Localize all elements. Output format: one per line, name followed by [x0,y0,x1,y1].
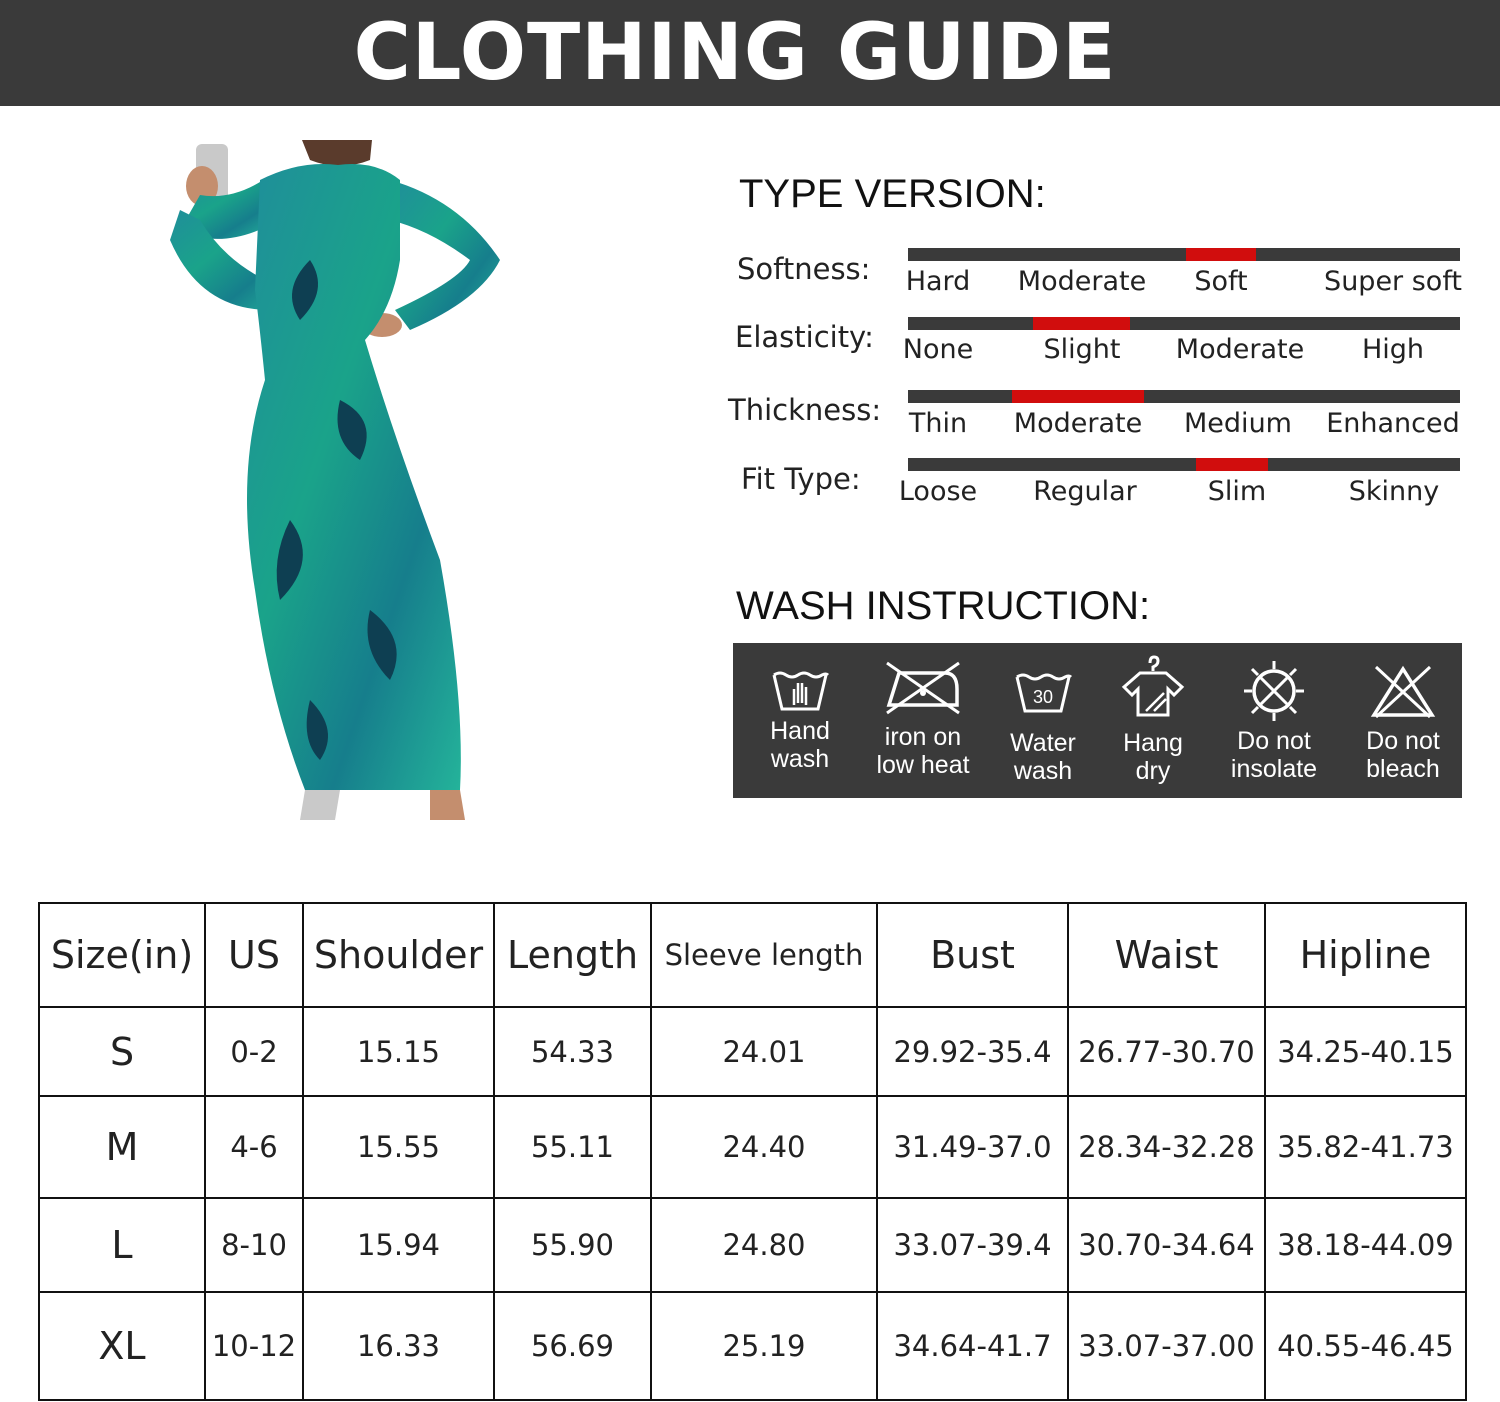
hand-wash-line1: Hand [770,717,830,745]
do-not-insolate-line1: Do not [1237,727,1311,755]
table-row [39,1096,1466,1198]
iron-line2: low heat [876,751,970,779]
do-not-insolate-line2: insolate [1230,755,1318,783]
cell-size: L [39,1198,205,1292]
thickness-option-thin: Thin [908,408,968,439]
elasticity-option-slight: Slight [1043,334,1121,365]
elasticity-selected-marker [1033,317,1130,330]
wash-item-water-wash [983,643,1103,798]
cell-hipline: 35.82-41.73 [1265,1096,1466,1198]
cell-bust: 31.49-37.0 [877,1096,1068,1198]
table-row [39,1007,1466,1096]
cell-hipline: 38.18-44.09 [1265,1198,1466,1292]
fit-type-scale-bar [908,458,1460,471]
model-photo [160,140,560,825]
wash-item-hand-wash [740,643,860,798]
thickness-label: Thickness: [728,393,882,427]
cell-sleeve-length: 24.80 [651,1198,877,1292]
do-not-bleach-line1: Do not [1366,727,1440,755]
header-waist: Waist [1068,903,1265,1007]
water-wash-line2: wash [1013,757,1073,785]
elasticity-label: Elasticity: [735,320,874,354]
softness-option-hard: Hard [905,266,971,297]
wash-item-iron [863,643,983,798]
softness-option-super-soft: Super soft [1324,266,1462,297]
cell-size: XL [39,1292,205,1400]
fit-type-option-loose: Loose [898,476,978,507]
cell-us: 0-2 [205,1007,303,1096]
fit-type-option-regular: Regular [1033,476,1137,507]
header-us: US [205,903,303,1007]
header-bust: Bust [877,903,1068,1007]
cell-waist: 28.34-32.28 [1068,1096,1265,1198]
cell-bust: 34.64-41.7 [877,1292,1068,1400]
cell-sleeve-length: 24.01 [651,1007,877,1096]
thickness-scale-bar [908,390,1460,403]
cell-size: S [39,1007,205,1096]
cell-bust: 29.92-35.4 [877,1007,1068,1096]
header-sleeve-length: Sleeve length [651,903,877,1007]
iron-line1: iron on [884,723,962,751]
cell-size: M [39,1096,205,1198]
thickness-option-moderate: Moderate [1013,408,1143,439]
softness-option-moderate: Moderate [1017,266,1147,297]
header-banner [0,0,1500,106]
cell-us: 8-10 [205,1198,303,1292]
cell-us: 4-6 [205,1096,303,1198]
header-hipline: Hipline [1265,903,1466,1007]
cell-length: 55.11 [494,1096,651,1198]
elasticity-option-high: High [1361,334,1425,365]
size-table-header-row [39,903,1466,1007]
thickness-option-enhanced: Enhanced [1326,408,1460,439]
fit-type-option-slim: Slim [1207,476,1267,507]
hand-wash-icon [770,667,830,713]
cell-us: 10-12 [205,1292,303,1400]
hand-wash-line2: wash [770,745,830,773]
do-not-bleach-line2: bleach [1366,755,1440,783]
fit-type-selected-marker [1196,458,1268,471]
iron-low-heat-icon [883,659,963,715]
elasticity-option-none: None [902,334,974,365]
cell-shoulder: 15.55 [303,1096,494,1198]
fit-type-label: Fit Type: [741,462,861,496]
cell-shoulder: 15.94 [303,1198,494,1292]
water-wash-30-icon [1013,669,1073,715]
wash-instruction-heading: WASH INSTRUCTION: [736,584,1151,628]
elasticity-scale-bar [908,317,1460,330]
type-version-heading: TYPE VERSION: [739,172,1046,216]
cell-bust: 33.07-39.4 [877,1198,1068,1292]
table-row [39,1198,1466,1292]
wash-item-do-not-bleach [1343,643,1463,798]
cell-sleeve-length: 25.19 [651,1292,877,1400]
size-chart-table [38,902,1467,1401]
water-wash-line1: Water [1010,729,1076,757]
page-title: CLOTHING GUIDE [353,8,1117,98]
cell-waist: 33.07-37.00 [1068,1292,1265,1400]
hang-dry-icon [1118,653,1188,717]
cell-sleeve-length: 24.40 [651,1096,877,1198]
softness-option-soft: Soft [1194,266,1248,297]
cell-shoulder: 15.15 [303,1007,494,1096]
header-length: Length [494,903,651,1007]
table-row [39,1292,1466,1400]
elasticity-option-moderate: Moderate [1175,334,1305,365]
cell-shoulder: 16.33 [303,1292,494,1400]
thickness-selected-marker [1012,390,1144,403]
cell-hipline: 40.55-46.45 [1265,1292,1466,1400]
wash-instruction-panel [733,643,1462,798]
thickness-option-medium: Medium [1184,408,1292,439]
header-size: Size(in) [39,903,205,1007]
wash-item-hang-dry [1093,643,1213,798]
svg-text:30: 30 [1032,687,1054,707]
hang-dry-line1: Hang [1123,729,1183,757]
hang-dry-line2: dry [1135,757,1171,785]
header-shoulder: Shoulder [303,903,494,1007]
cell-length: 54.33 [494,1007,651,1096]
cell-waist: 30.70-34.64 [1068,1198,1265,1292]
do-not-bleach-icon [1370,663,1436,719]
cell-waist: 26.77-30.70 [1068,1007,1265,1096]
softness-label: Softness: [737,252,871,286]
wash-item-do-not-insolate [1214,643,1334,798]
cell-length: 55.90 [494,1198,651,1292]
do-not-insolate-icon [1242,659,1306,723]
fit-type-option-skinny: Skinny [1348,476,1440,507]
softness-selected-marker [1186,248,1256,261]
softness-scale-bar [908,248,1460,261]
cell-length: 56.69 [494,1292,651,1400]
cell-hipline: 34.25-40.15 [1265,1007,1466,1096]
